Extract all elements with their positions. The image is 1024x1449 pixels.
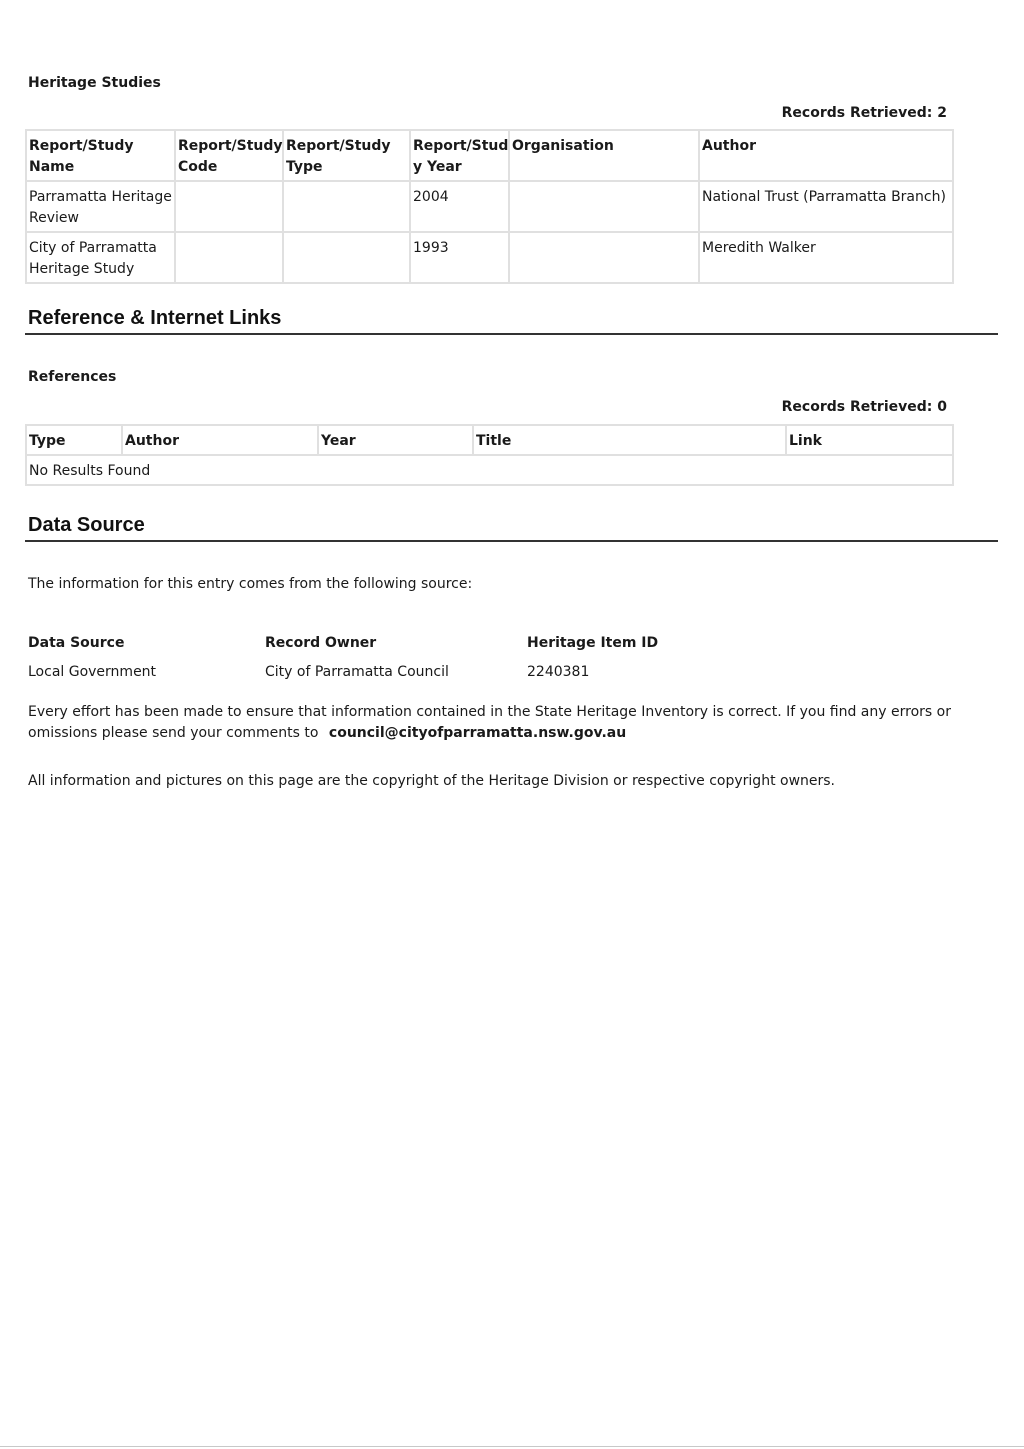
heritage-studies-table <box>25 129 954 284</box>
col-header-year: Year <box>318 425 473 455</box>
col-header-type: Type <box>26 425 122 455</box>
heritage-item-id-label: Heritage Item ID <box>527 635 659 651</box>
cell-author: National Trust (Parramatta Branch) <box>699 181 953 232</box>
cell-year: 1993 <box>410 232 509 283</box>
col-header-author: Author <box>122 425 318 455</box>
cell-code <box>175 232 283 283</box>
col-header-link: Link <box>786 425 953 455</box>
cell-name: Parramatta Heritage Review <box>26 181 175 232</box>
effort-text: Every effort has been made to ensure that information contained in the State Heritage Inventory is correct. If you find any errors or omissions please send your comments to <box>28 704 951 741</box>
record-owner-value: City of Parramatta Council <box>265 664 449 680</box>
references-table <box>25 424 954 486</box>
col-header-organisation: Organisation <box>509 130 699 181</box>
copyright-notice: All information and pictures on this page are the copyright of the Heritage Division or respective copyright owners. <box>28 773 836 789</box>
table-row <box>26 181 953 232</box>
no-results-message: No Results Found <box>26 455 953 485</box>
cell-organisation <box>509 232 699 283</box>
references-label: References <box>28 369 117 385</box>
col-header-type: Report/Study Type <box>283 130 410 181</box>
cell-organisation <box>509 181 699 232</box>
table-row <box>26 455 953 485</box>
cell-type <box>283 181 410 232</box>
cell-code <box>175 181 283 232</box>
data-source-heading: Data Source <box>25 514 998 542</box>
heritage-studies-label: Heritage Studies <box>28 75 161 91</box>
table-header-row <box>26 130 953 181</box>
data-source-intro: The information for this entry comes from the following source: <box>28 576 473 592</box>
effort-notice <box>28 702 968 744</box>
heritage-studies-records: Records Retrieved: 2 <box>781 105 947 121</box>
page-bottom-divider <box>0 1446 1024 1447</box>
council-email-link[interactable]: council@cityofparramatta.nsw.gov.au <box>328 725 627 741</box>
col-header-title: Title <box>473 425 786 455</box>
col-header-name: Report/Study Name <box>26 130 175 181</box>
col-header-year: Report/Stud y Year <box>410 130 509 181</box>
record-owner-label: Record Owner <box>265 635 377 651</box>
cell-author: Meredith Walker <box>699 232 953 283</box>
table-header-row <box>26 425 953 455</box>
data-source-label: Data Source <box>28 635 125 651</box>
data-source-value: Local Government <box>28 664 157 680</box>
col-header-code: Report/Study Code <box>175 130 283 181</box>
cell-name: City of Parramatta Heritage Study <box>26 232 175 283</box>
reference-links-heading: Reference & Internet Links <box>25 307 998 335</box>
references-records: Records Retrieved: 0 <box>781 399 947 415</box>
cell-type <box>283 232 410 283</box>
col-header-author: Author <box>699 130 953 181</box>
cell-year: 2004 <box>410 181 509 232</box>
heritage-item-id-value: 2240381 <box>527 664 590 680</box>
table-row <box>26 232 953 283</box>
